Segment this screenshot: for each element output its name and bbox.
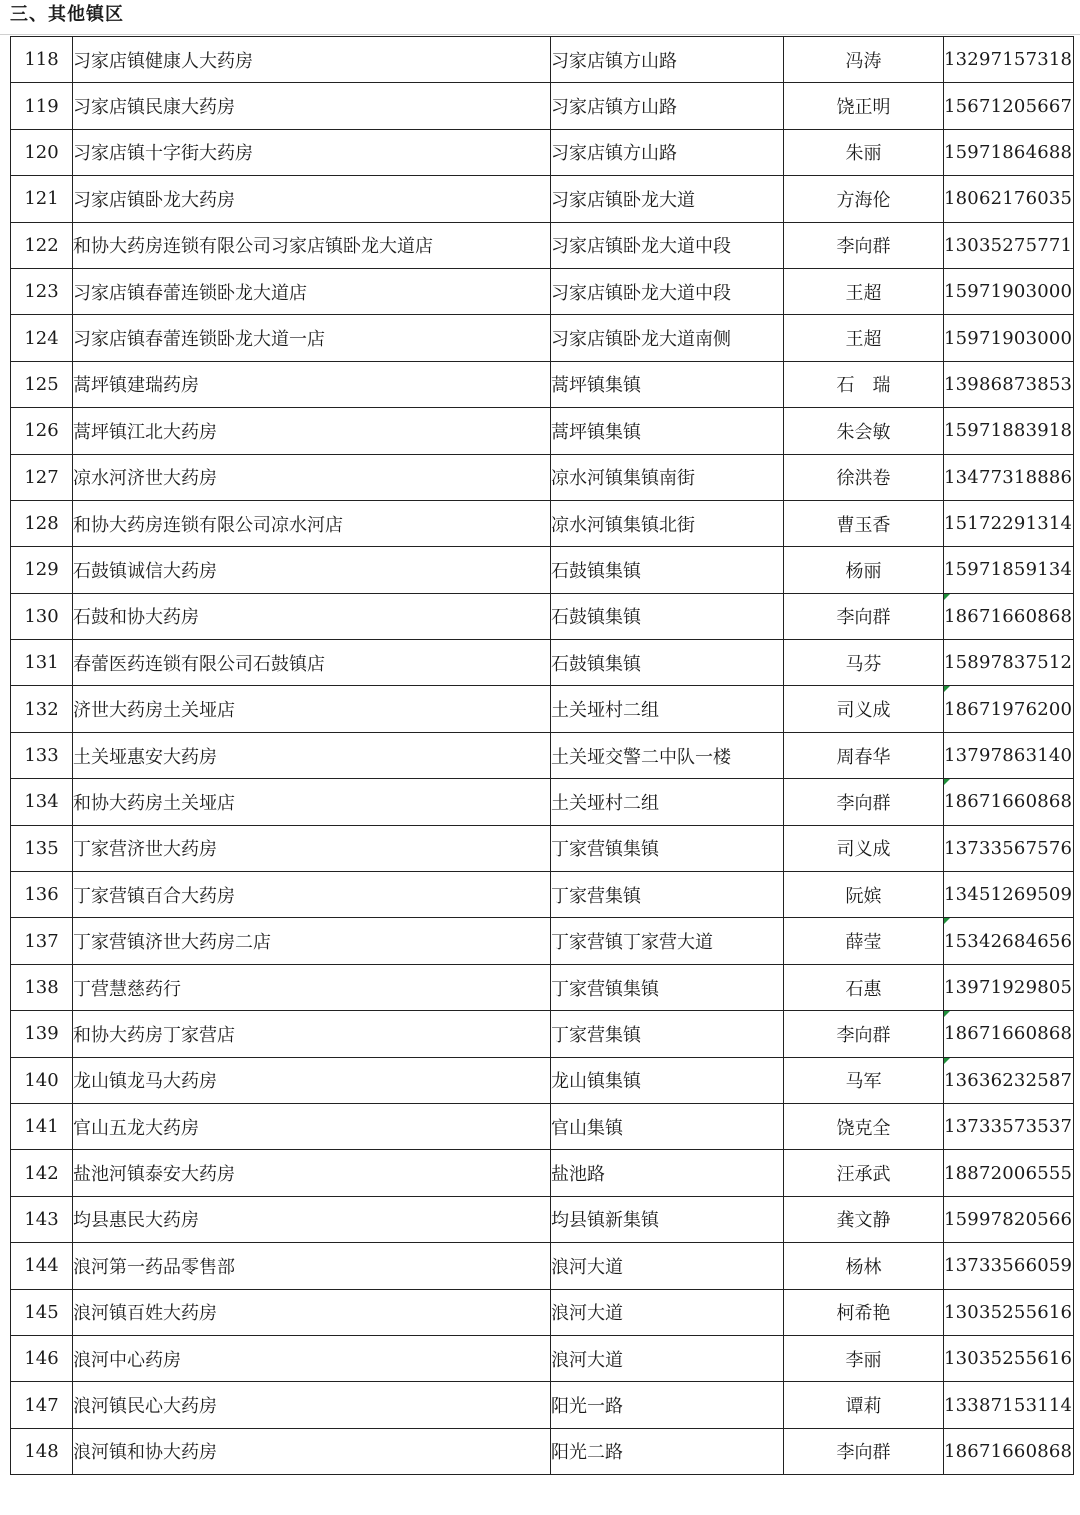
table-row xyxy=(11,918,1074,964)
contact-person: 谭莉 xyxy=(784,1382,944,1428)
contact-phone: 13477318886 xyxy=(944,454,1074,500)
pharmacy-name: 丁营慧慈药行 xyxy=(73,964,551,1010)
pharmacy-name: 济世大药房土关垭店 xyxy=(73,686,551,732)
table-row xyxy=(11,1150,1074,1196)
pharmacy-name: 丁家营镇百合大药房 xyxy=(73,872,551,918)
contact-person: 李向群 xyxy=(784,1428,944,1474)
table-row xyxy=(11,1011,1074,1057)
row-number: 139 xyxy=(11,1011,73,1057)
contact-phone: 13733567576 xyxy=(944,825,1074,871)
pharmacy-address: 石鼓镇集镇 xyxy=(551,593,784,639)
row-number: 136 xyxy=(11,872,73,918)
table-row xyxy=(11,408,1074,454)
contact-phone: 13971929805 xyxy=(944,964,1074,1010)
pharmacy-address: 习家店镇卧龙大道 xyxy=(551,176,784,222)
row-number: 124 xyxy=(11,315,73,361)
table-row xyxy=(11,37,1074,83)
title-divider xyxy=(0,34,1080,35)
pharmacy-address: 浪河大道 xyxy=(551,1243,784,1289)
pharmacy-address: 习家店镇卧龙大道中段 xyxy=(551,222,784,268)
row-number: 123 xyxy=(11,268,73,314)
row-number: 147 xyxy=(11,1382,73,1428)
section-title: 三、其他镇区 xyxy=(10,4,124,25)
pharmacy-table xyxy=(10,36,1074,1475)
pharmacy-name: 和协大药房土关垭店 xyxy=(73,779,551,825)
contact-phone: 15971903000 xyxy=(944,268,1074,314)
table-row xyxy=(11,222,1074,268)
pharmacy-name: 和协大药房连锁有限公司习家店镇卧龙大道店 xyxy=(73,222,551,268)
contact-person: 司义成 xyxy=(784,825,944,871)
pharmacy-name: 石鼓镇诚信大药房 xyxy=(73,547,551,593)
table-row xyxy=(11,83,1074,129)
contact-phone: 13035275771 xyxy=(944,222,1074,268)
contact-person: 司义成 xyxy=(784,686,944,732)
table-row xyxy=(11,1196,1074,1242)
pharmacy-address: 习家店镇卧龙大道南侧 xyxy=(551,315,784,361)
contact-person: 冯涛 xyxy=(784,37,944,83)
pharmacy-name: 习家店镇健康人大药房 xyxy=(73,37,551,83)
contact-person: 石 瑞 xyxy=(784,361,944,407)
contact-phone: 15342684656 xyxy=(944,918,1074,964)
contact-phone: 15971903000 xyxy=(944,315,1074,361)
table-row xyxy=(11,1243,1074,1289)
contact-phone: 13636232587 xyxy=(944,1057,1074,1103)
row-number: 126 xyxy=(11,408,73,454)
pharmacy-name: 官山五龙大药房 xyxy=(73,1103,551,1149)
contact-person: 周春华 xyxy=(784,732,944,778)
row-number: 137 xyxy=(11,918,73,964)
contact-phone: 13797863140 xyxy=(944,732,1074,778)
contact-person: 杨丽 xyxy=(784,547,944,593)
row-number: 122 xyxy=(11,222,73,268)
row-number: 118 xyxy=(11,37,73,83)
pharmacy-address: 龙山镇集镇 xyxy=(551,1057,784,1103)
pharmacy-name: 浪河镇和协大药房 xyxy=(73,1428,551,1474)
pharmacy-name: 丁家营镇济世大药房二店 xyxy=(73,918,551,964)
row-number: 128 xyxy=(11,500,73,546)
contact-phone: 15971883918 xyxy=(944,408,1074,454)
contact-phone: 18872006555 xyxy=(944,1150,1074,1196)
pharmacy-address: 丁家营镇丁家营大道 xyxy=(551,918,784,964)
contact-phone: 18671660868 xyxy=(944,779,1074,825)
row-number: 145 xyxy=(11,1289,73,1335)
contact-person: 阮嫔 xyxy=(784,872,944,918)
pharmacy-address: 浪河大道 xyxy=(551,1289,784,1335)
contact-person: 朱丽 xyxy=(784,129,944,175)
row-number: 143 xyxy=(11,1196,73,1242)
row-number: 132 xyxy=(11,686,73,732)
pharmacy-address: 土关垭村二组 xyxy=(551,686,784,732)
contact-person: 饶正明 xyxy=(784,83,944,129)
pharmacy-address: 土关垭村二组 xyxy=(551,779,784,825)
table-row xyxy=(11,593,1074,639)
contact-person: 杨林 xyxy=(784,1243,944,1289)
contact-person: 饶克全 xyxy=(784,1103,944,1149)
table-row xyxy=(11,825,1074,871)
contact-phone: 15971859134 xyxy=(944,547,1074,593)
pharmacy-name: 浪河中心药房 xyxy=(73,1335,551,1381)
contact-phone: 13986873853 xyxy=(944,361,1074,407)
pharmacy-name: 春蕾医药连锁有限公司石鼓镇店 xyxy=(73,640,551,686)
row-number: 121 xyxy=(11,176,73,222)
row-number: 148 xyxy=(11,1428,73,1474)
row-number: 140 xyxy=(11,1057,73,1103)
contact-phone: 18671976200 xyxy=(944,686,1074,732)
contact-person: 曹玉香 xyxy=(784,500,944,546)
pharmacy-address: 凉水河镇集镇北街 xyxy=(551,500,784,546)
contact-person: 王超 xyxy=(784,268,944,314)
pharmacy-address: 凉水河镇集镇南街 xyxy=(551,454,784,500)
pharmacy-address: 石鼓镇集镇 xyxy=(551,640,784,686)
contact-person: 汪承武 xyxy=(784,1150,944,1196)
pharmacy-address: 丁家营集镇 xyxy=(551,872,784,918)
table-row xyxy=(11,176,1074,222)
contact-person: 徐洪卷 xyxy=(784,454,944,500)
pharmacy-name: 丁家营济世大药房 xyxy=(73,825,551,871)
table-row xyxy=(11,1057,1074,1103)
contact-phone: 13451269509 xyxy=(944,872,1074,918)
row-number: 125 xyxy=(11,361,73,407)
row-number: 133 xyxy=(11,732,73,778)
row-number: 135 xyxy=(11,825,73,871)
pharmacy-address: 官山集镇 xyxy=(551,1103,784,1149)
table-row xyxy=(11,547,1074,593)
pharmacy-name: 石鼓和协大药房 xyxy=(73,593,551,639)
pharmacy-address: 盐池路 xyxy=(551,1150,784,1196)
pharmacy-name: 习家店镇卧龙大药房 xyxy=(73,176,551,222)
pharmacy-address: 丁家营集镇 xyxy=(551,1011,784,1057)
row-number: 144 xyxy=(11,1243,73,1289)
table-row xyxy=(11,640,1074,686)
table-row xyxy=(11,1335,1074,1381)
pharmacy-name: 习家店镇春蕾连锁卧龙大道店 xyxy=(73,268,551,314)
row-number: 127 xyxy=(11,454,73,500)
table-row xyxy=(11,1428,1074,1474)
contact-phone: 13297157318 xyxy=(944,37,1074,83)
table-row xyxy=(11,268,1074,314)
row-number: 131 xyxy=(11,640,73,686)
row-number: 138 xyxy=(11,964,73,1010)
pharmacy-name: 习家店镇民康大药房 xyxy=(73,83,551,129)
contact-phone: 18062176035 xyxy=(944,176,1074,222)
table-row xyxy=(11,454,1074,500)
pharmacy-name: 浪河第一药品零售部 xyxy=(73,1243,551,1289)
pharmacy-address: 均县镇新集镇 xyxy=(551,1196,784,1242)
pharmacy-address: 习家店镇方山路 xyxy=(551,37,784,83)
contact-phone: 18671660868 xyxy=(944,1011,1074,1057)
contact-person: 柯希艳 xyxy=(784,1289,944,1335)
row-number: 120 xyxy=(11,129,73,175)
pharmacy-address: 蒿坪镇集镇 xyxy=(551,408,784,454)
contact-phone: 18671660868 xyxy=(944,1428,1074,1474)
contact-person: 马军 xyxy=(784,1057,944,1103)
contact-person: 马芬 xyxy=(784,640,944,686)
pharmacy-name: 蒿坪镇江北大药房 xyxy=(73,408,551,454)
table-row xyxy=(11,315,1074,361)
contact-person: 李向群 xyxy=(784,779,944,825)
table-row xyxy=(11,1289,1074,1335)
pharmacy-name: 浪河镇民心大药房 xyxy=(73,1382,551,1428)
table-row xyxy=(11,872,1074,918)
pharmacy-address: 土关垭交警二中队一楼 xyxy=(551,732,784,778)
row-number: 134 xyxy=(11,779,73,825)
pharmacy-address: 阳光二路 xyxy=(551,1428,784,1474)
contact-person: 石惠 xyxy=(784,964,944,1010)
pharmacy-name: 习家店镇春蕾连锁卧龙大道一店 xyxy=(73,315,551,361)
contact-phone: 15671205667 xyxy=(944,83,1074,129)
contact-phone: 15971864688 xyxy=(944,129,1074,175)
pharmacy-address: 丁家营镇集镇 xyxy=(551,964,784,1010)
contact-person: 薛莹 xyxy=(784,918,944,964)
contact-phone: 13035255616 xyxy=(944,1289,1074,1335)
row-number: 146 xyxy=(11,1335,73,1381)
pharmacy-name: 和协大药房连锁有限公司凉水河店 xyxy=(73,500,551,546)
table-row xyxy=(11,732,1074,778)
pharmacy-address: 习家店镇卧龙大道中段 xyxy=(551,268,784,314)
row-number: 130 xyxy=(11,593,73,639)
table-row xyxy=(11,361,1074,407)
pharmacy-address: 习家店镇方山路 xyxy=(551,129,784,175)
contact-phone: 13733566059 xyxy=(944,1243,1074,1289)
pharmacy-name: 习家店镇十字街大药房 xyxy=(73,129,551,175)
row-number: 129 xyxy=(11,547,73,593)
contact-phone: 13035255616 xyxy=(944,1335,1074,1381)
contact-person: 李向群 xyxy=(784,593,944,639)
contact-person: 李向群 xyxy=(784,1011,944,1057)
pharmacy-name: 凉水河济世大药房 xyxy=(73,454,551,500)
pharmacy-name: 盐池河镇泰安大药房 xyxy=(73,1150,551,1196)
contact-person: 王超 xyxy=(784,315,944,361)
contact-phone: 15897837512 xyxy=(944,640,1074,686)
contact-phone: 18671660868 xyxy=(944,593,1074,639)
contact-person: 李向群 xyxy=(784,222,944,268)
contact-phone: 15997820566 xyxy=(944,1196,1074,1242)
table-row xyxy=(11,1382,1074,1428)
table-row xyxy=(11,129,1074,175)
contact-person: 龚文静 xyxy=(784,1196,944,1242)
pharmacy-name: 蒿坪镇建瑞药房 xyxy=(73,361,551,407)
pharmacy-address: 习家店镇方山路 xyxy=(551,83,784,129)
pharmacy-address: 阳光一路 xyxy=(551,1382,784,1428)
row-number: 141 xyxy=(11,1103,73,1149)
contact-person: 方海伦 xyxy=(784,176,944,222)
contact-phone: 13387153114 xyxy=(944,1382,1074,1428)
table-row xyxy=(11,964,1074,1010)
contact-person: 朱会敏 xyxy=(784,408,944,454)
pharmacy-name: 均县惠民大药房 xyxy=(73,1196,551,1242)
table-row xyxy=(11,779,1074,825)
pharmacy-address: 丁家营镇集镇 xyxy=(551,825,784,871)
pharmacy-name: 土关垭惠安大药房 xyxy=(73,732,551,778)
pharmacy-address: 蒿坪镇集镇 xyxy=(551,361,784,407)
pharmacy-name: 和协大药房丁家营店 xyxy=(73,1011,551,1057)
row-number: 142 xyxy=(11,1150,73,1196)
pharmacy-table-body xyxy=(11,37,1074,1475)
pharmacy-name: 浪河镇百姓大药房 xyxy=(73,1289,551,1335)
contact-phone: 15172291314 xyxy=(944,500,1074,546)
pharmacy-address: 浪河大道 xyxy=(551,1335,784,1381)
table-row xyxy=(11,1103,1074,1149)
table-row xyxy=(11,686,1074,732)
pharmacy-address: 石鼓镇集镇 xyxy=(551,547,784,593)
contact-phone: 13733573537 xyxy=(944,1103,1074,1149)
contact-person: 李丽 xyxy=(784,1335,944,1381)
pharmacy-name: 龙山镇龙马大药房 xyxy=(73,1057,551,1103)
row-number: 119 xyxy=(11,83,73,129)
table-row xyxy=(11,500,1074,546)
